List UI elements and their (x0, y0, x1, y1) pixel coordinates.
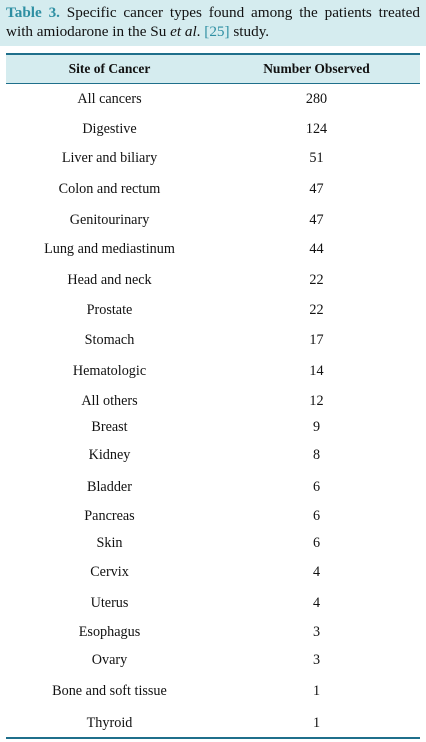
table-cell-site: Head and neck (67, 272, 152, 288)
table-cell-site: Skin (96, 535, 123, 551)
caption-text-end: study. (229, 23, 270, 40)
caption-et-al: et al (170, 23, 197, 40)
table-cell-count: 6 (312, 479, 321, 495)
table-cell-count: 47 (309, 181, 324, 197)
column-header-site: Site of Cancer (68, 61, 151, 76)
table-cell-count: 124 (305, 121, 328, 137)
table-cell-site: Ovary (91, 652, 128, 668)
table-cell-site: All others (81, 393, 138, 409)
table-cell-site: Stomach (84, 332, 135, 348)
table-cell-count: 3 (312, 652, 321, 668)
table-bottom-rule (6, 737, 420, 739)
table-cell-site: Colon and rectum (58, 181, 161, 197)
table-cell-count: 22 (309, 302, 324, 318)
table-cell-site: Pancreas (84, 508, 135, 524)
table-cell-site: Digestive (82, 121, 137, 137)
table-cell-site: Esophagus (78, 624, 141, 640)
table-cell-count: 4 (312, 564, 321, 580)
table-cell-site: Kidney (88, 447, 131, 463)
table-cell-site: Lung and mediastinum (44, 241, 175, 257)
table-cell-site: Bone and soft tissue (52, 683, 167, 699)
table-cell-site: Prostate (86, 302, 133, 318)
table-cell-site: Cervix (90, 564, 129, 580)
table-cell-site: Thyroid (86, 715, 133, 731)
caption-dot: . (196, 23, 205, 40)
column-header-count: Number Observed (263, 61, 370, 76)
table-cell-count: 9 (312, 419, 321, 435)
table-cell-site: Bladder (87, 479, 132, 495)
table-cell-count: 8 (312, 447, 321, 463)
table-cell-count: 1 (312, 715, 321, 731)
table-label: Table 3. (6, 4, 60, 21)
table-cell-count: 17 (309, 332, 324, 348)
table-cell-count: 47 (309, 212, 324, 228)
table-cell-count: 22 (309, 272, 324, 288)
table-cell-count: 44 (309, 241, 324, 257)
table-cell-count: 4 (312, 595, 321, 611)
table-cell-site: All cancers (77, 91, 142, 107)
table-cell-count: 1 (312, 683, 321, 699)
table-cell-count: 12 (309, 393, 324, 409)
table-cell-count: 3 (312, 624, 321, 640)
table-cell-count: 6 (312, 508, 321, 524)
table-cell-site: Uterus (90, 595, 129, 611)
caption-text: Specific cancer types found among the patients treated with amiodarone in the Su (6, 4, 420, 40)
table-cell-count: 51 (309, 150, 324, 166)
table-cell-site: Breast (91, 419, 128, 435)
table-cell-site: Genitourinary (69, 212, 150, 228)
table-cell-count: 14 (309, 363, 324, 379)
table-cell-site: Hematologic (72, 363, 147, 379)
reference-link[interactable]: [25] (204, 23, 230, 40)
table-caption (0, 0, 426, 46)
table-cell-count: 6 (312, 535, 321, 551)
table-cell-site: Liver and biliary (61, 150, 158, 166)
table-cell-count: 280 (305, 91, 328, 107)
